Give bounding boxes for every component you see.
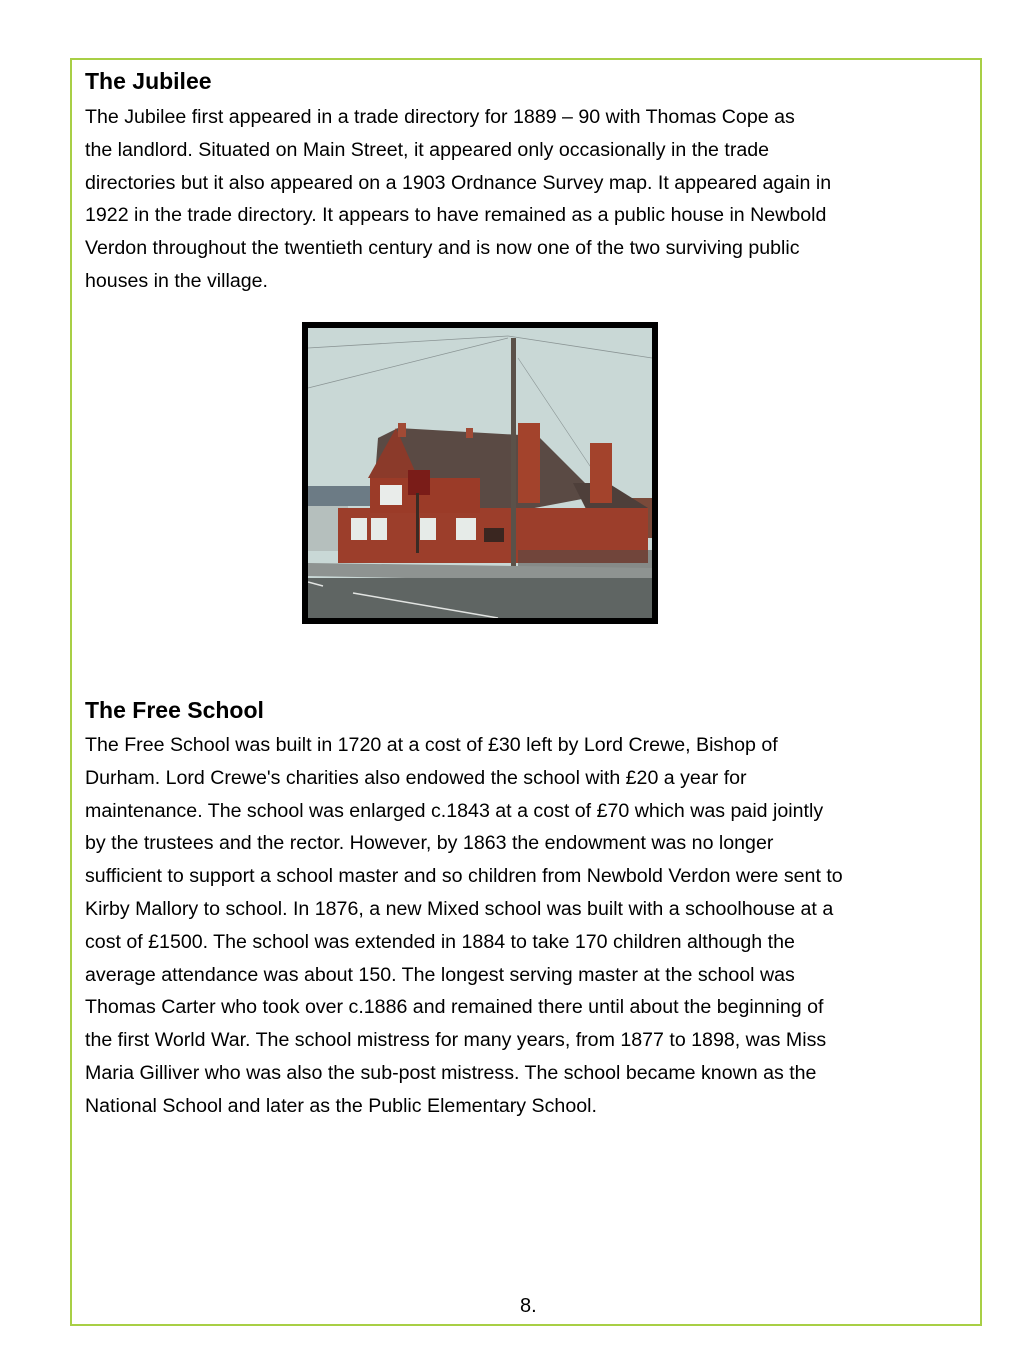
jubilee-paragraph: [85, 101, 831, 298]
text-line: directories but it also appeared on a 1903 Ordnance Survey map. It appeared again in: [85, 171, 832, 194]
text-line: Verdon throughout the twentieth century and is now one of the two surviving public: [85, 237, 800, 260]
free-school-paragraph: [85, 729, 843, 1123]
text-line: by the trustees and the rector. However, by 1863 the endowment was no longer: [85, 832, 774, 855]
jubilee-photo-frame: [302, 322, 658, 624]
text-line: Thomas Carter who took over c.1886 and remained there until about the beginning of: [85, 996, 824, 1019]
text-line: 1922 in the trade directory. It appears to have remained as a public house in Newbold: [85, 204, 827, 227]
text-line: average attendance was about 150. The longest serving master at the school was: [85, 963, 795, 986]
text-line: houses in the village.: [85, 269, 268, 292]
section-title-free-school: The Free School: [85, 697, 264, 723]
text-line: maintenance. The school was enlarged c.1843 at a cost of £70 which was paid jointly: [85, 799, 824, 822]
text-line: the landlord. Situated on Main Street, it appeared only occasionally in the trade: [85, 138, 770, 161]
text-line: Maria Gilliver who was also the sub-post mistress. The school became known as the: [85, 1061, 817, 1084]
text-line: The Free School was built in 1720 at a cost of £30 left by Lord Crewe, Bishop of: [85, 734, 778, 756]
page-number: 8.: [520, 1295, 537, 1317]
text-line: cost of £1500. The school was extended in 1884 to take 170 children although the: [85, 930, 795, 953]
jubilee-pub-photo: [308, 328, 652, 618]
text-line: Kirby Mallory to school. In 1876, a new Mixed school was built with a schoolhouse at a: [85, 897, 834, 920]
text-line: Durham. Lord Crewe's charities also endowed the school with £20 a year for: [85, 766, 747, 789]
section-title-jubilee: The Jubilee: [85, 68, 212, 94]
text-line: The Jubilee first appeared in a trade directory for 1889 – 90 with Thomas Cope as: [85, 106, 795, 128]
text-line: the first World War. The school mistress for many years, from 1877 to 1898, was Miss: [85, 1029, 827, 1052]
text-line: sufficient to support a school master and so children from Newbold Verdon were sent to: [85, 865, 843, 888]
text-line: National School and later as the Public Elementary School.: [85, 1094, 597, 1117]
